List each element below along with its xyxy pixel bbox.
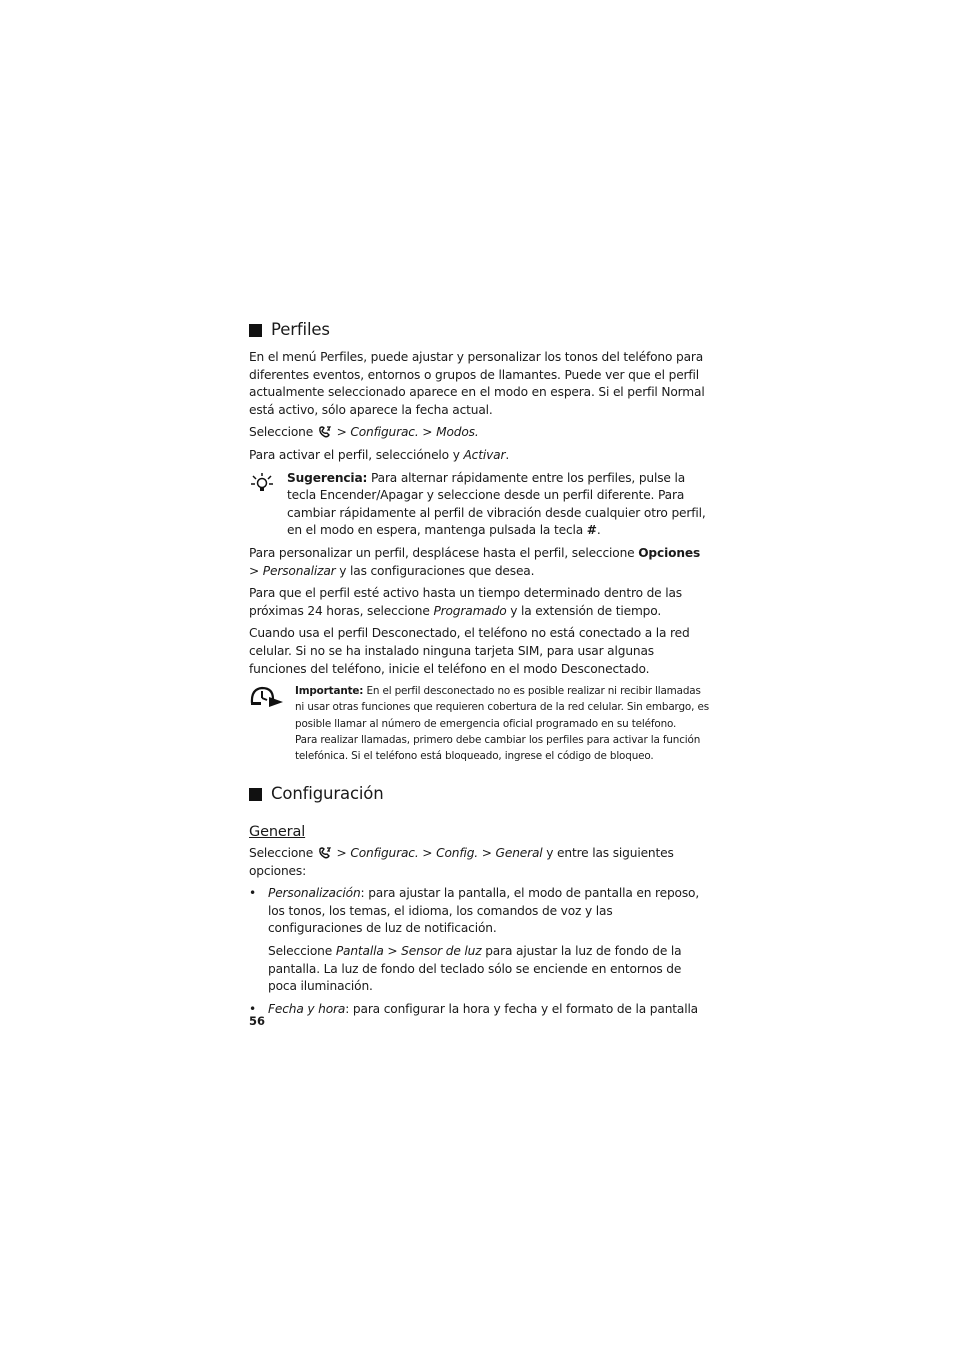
section-heading-configuracion — [249, 782, 709, 806]
menu-path: > Configurac. > Modos. — [336, 425, 479, 440]
text: . — [505, 447, 510, 462]
list-item-text — [268, 1001, 709, 1019]
important-label: Importante: — [295, 685, 364, 698]
text: > — [249, 563, 263, 578]
section-title: Perfiles — [271, 320, 330, 339]
italic-term: General — [495, 846, 543, 861]
italic-term: Configurac. — [350, 846, 419, 861]
list-item — [249, 885, 709, 938]
italic-term: Personalización — [268, 886, 361, 901]
lightbulb-icon — [249, 470, 275, 496]
warning-hand-icon — [249, 683, 285, 709]
text: Seleccione — [249, 846, 314, 861]
text: . — [596, 523, 601, 538]
paragraph: En el menú Perfiles, puede ajustar y personalizar los tonos del teléfono para diferentes eventos, entornos o grupos de llamantes. Puede ver que el perfil actualmente seleccionado aparece en el modo en espera. Si el perfil Normal está activo, sólo aparece la fecha actual. — [249, 350, 705, 417]
important-line-1 — [295, 683, 709, 732]
list-item-text — [268, 885, 709, 938]
important-note — [249, 683, 709, 764]
list-item — [249, 1001, 709, 1019]
text: Seleccione — [268, 944, 336, 959]
heading-square-icon — [249, 324, 262, 337]
text: y las configuraciones que desea. — [335, 563, 535, 578]
italic-term: Sensor de luz — [401, 944, 482, 959]
italic-term: Config. — [436, 846, 479, 861]
tip-note — [249, 470, 709, 540]
italic-term: Activar — [463, 447, 506, 462]
bullet-icon: • — [249, 886, 257, 901]
page-number: 56 — [249, 1014, 266, 1028]
tip-icon-wrap — [249, 470, 287, 540]
menu-path-paragraph: Seleccione > Configurac. > Config. > General y entre las siguientes opciones: — [249, 846, 674, 878]
text: Seleccione — [249, 425, 314, 440]
subsection-title: General — [249, 824, 306, 841]
paragraph — [249, 447, 709, 465]
text: : para ajustar la pantalla, el modo de pantalla en reposo, los tonos, los temas, el idioma, los comandos de voz y las configuraciones de luz de notificación. — [268, 886, 700, 936]
text: En el perfil desconectado no es posible realizar ni recibir llamadas ni usar otras funciones que requieren cobertura de la red celular. Sin embargo, es posible llamar al número de emergencia oficial programado en su teléfono. — [295, 685, 709, 730]
text: Para personalizar un perfil, desplácese hasta el perfil, seleccione — [249, 545, 639, 560]
section-heading-perfiles — [249, 318, 709, 342]
page-content — [249, 318, 709, 1023]
italic-term: Programado — [433, 603, 507, 618]
paragraph: Cuando usa el perfil Desconectado, el teléfono no está conectado a la red celular. Si no se ha instalado ninguna tarjeta SIM, para usar algunas funciones del teléfono, inicie el teléfono en el modo Desconectado. — [249, 626, 690, 676]
bold-term: Opciones — [638, 545, 701, 560]
menu-path-paragraph — [249, 424, 709, 442]
text: y entre las siguientes opciones: — [249, 846, 674, 878]
section-configuracion — [249, 782, 709, 1018]
heading-square-icon — [249, 788, 262, 801]
important-line-2: Para realizar llamadas, primero debe cambiar los perfiles para activar la función telefónica. Si el teléfono está bloqueado, ingrese el código de bloqueo. — [295, 733, 701, 762]
important-text — [295, 683, 709, 764]
text: y la extensión de tiempo. — [506, 603, 662, 618]
sub-paragraph — [268, 943, 709, 996]
key-symbol: # — [586, 523, 597, 538]
text: : para configurar la hora y fecha y el formato de la pantalla — [345, 1001, 699, 1016]
tip-label: Sugerencia: — [287, 470, 368, 485]
paragraph — [249, 545, 709, 580]
text: Para alternar rápidamente entre los perfiles, pulse la tecla Encender/Apagar y seleccione desde un perfil diferente. Para cambiar rápidamente al perfil de vibración desde cualquier otro perfil, en el modo en espera, mantenga pulsada la tecla — [287, 470, 706, 538]
text: Para que el perfil esté activo hasta un tiempo determinado dentro de las próximas 24 horas, seleccione — [249, 586, 683, 618]
bullet-icon: • — [249, 1001, 257, 1016]
important-icon-wrap — [249, 683, 295, 764]
text: para ajustar la luz de fondo de la pantalla. La luz de fondo del teclado sólo se enciende en entornos de poca iluminación. — [268, 944, 682, 994]
text: > — [383, 944, 402, 959]
text: Para activar el perfil, selecciónelo y — [249, 447, 464, 462]
italic-term: Fecha y hora — [268, 1001, 346, 1016]
menu-icon — [318, 425, 332, 439]
section-title: Configuración — [271, 784, 384, 804]
menu-icon — [318, 846, 332, 860]
tip-text — [287, 470, 709, 540]
italic-term: Personalizar — [262, 563, 336, 578]
italic-term: Pantalla — [335, 944, 384, 959]
paragraph — [249, 585, 709, 620]
